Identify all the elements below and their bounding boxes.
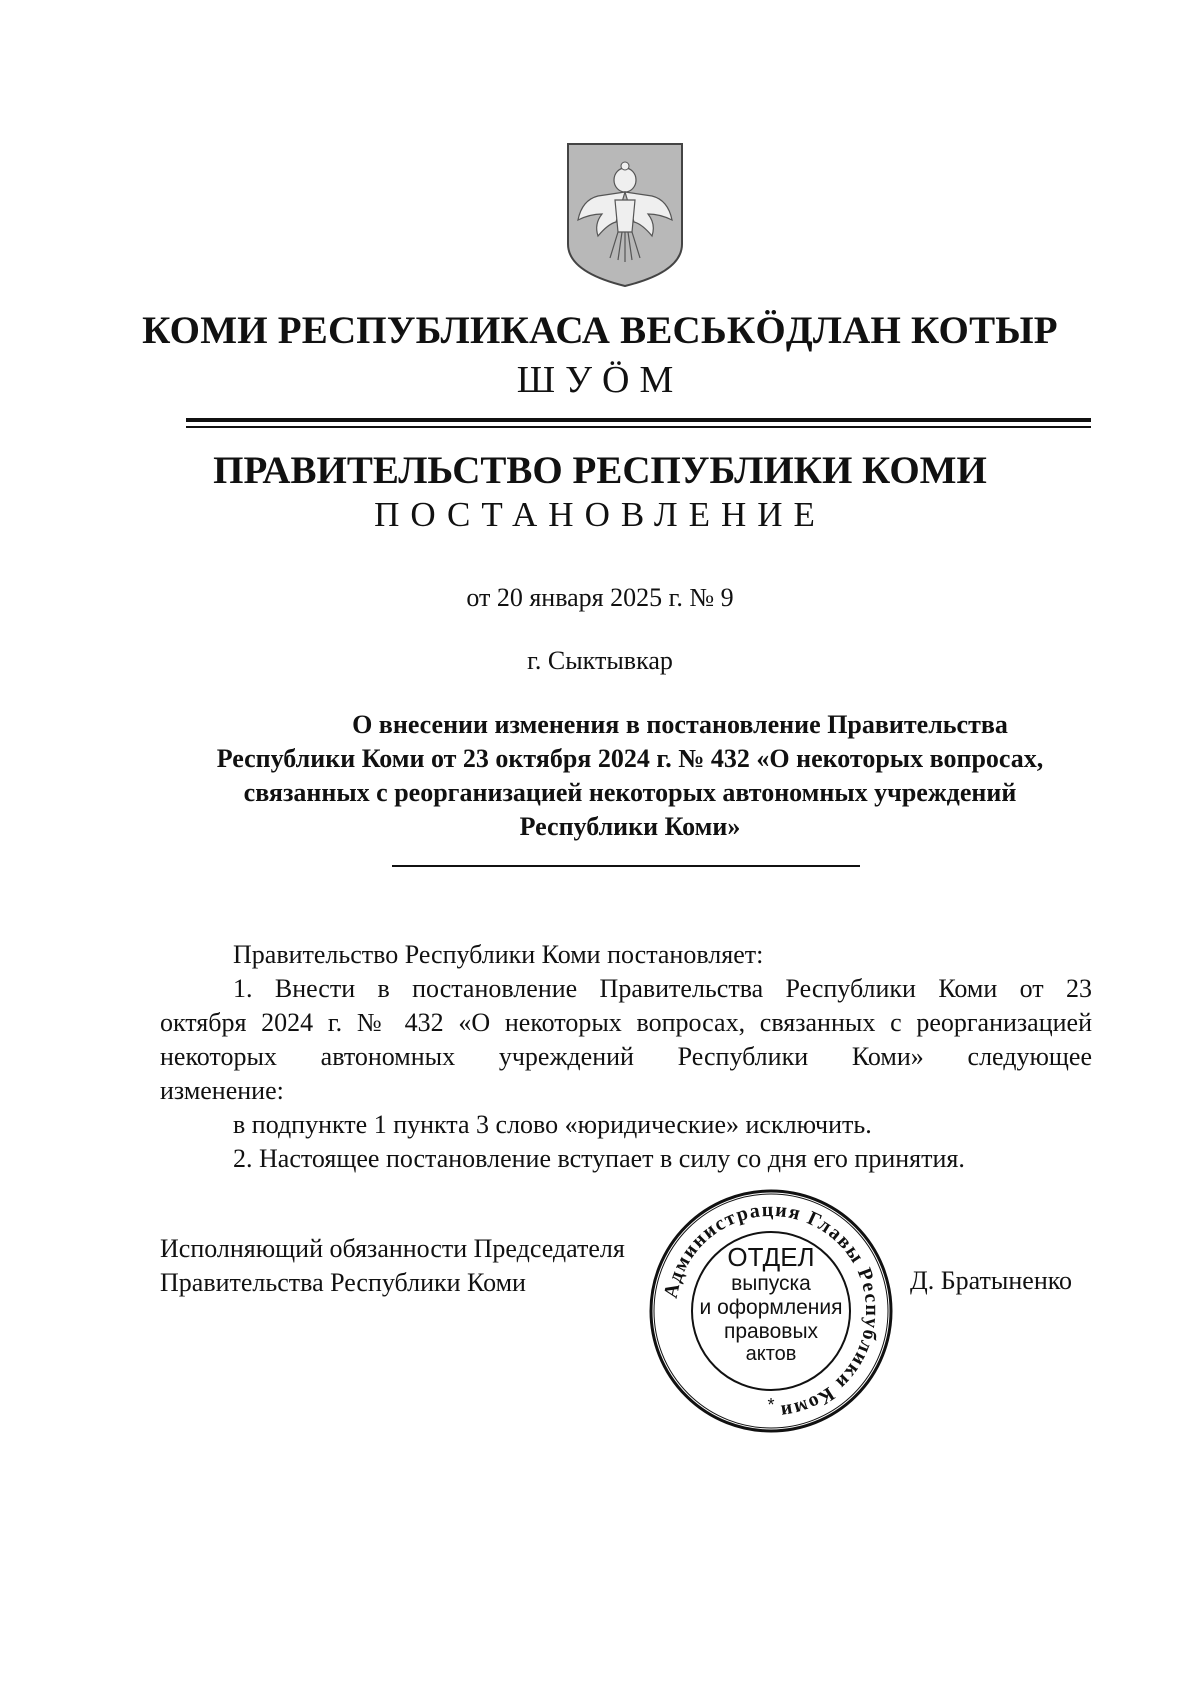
header-rule-thick xyxy=(186,418,1091,422)
stamp-star: * xyxy=(767,1395,775,1415)
government-title: ПРАВИТЕЛЬСТВО РЕСПУБЛИКИ КОМИ xyxy=(213,449,987,492)
komi-title: КОМИ РЕСПУБЛИКАСА ВЕСЬКӦДЛАН КОТЫР xyxy=(142,309,1058,352)
item-1-line: 1. Внести в постановление Правительства Республики Коми от 23 xyxy=(233,974,1092,1003)
government-doc-type: ПОСТАНОВЛЕНИЕ xyxy=(374,495,826,534)
item-1-line: октября 2024 г. № 432 «О некоторых вопросах, связанных с реорганизацией xyxy=(160,1008,1092,1037)
stamp-center-line: правовых xyxy=(723,1320,819,1343)
stamp-center-line: и оформления xyxy=(699,1296,843,1319)
signatory-position-line: Исполняющий обязанности Председателя xyxy=(160,1234,625,1263)
signatory-name: Д. Братыненко xyxy=(910,1266,1073,1295)
document-body xyxy=(160,938,1092,1176)
subject-line: Республики Коми от 23 октября 2024 г. № 432 «О некоторых вопросах, xyxy=(216,744,1044,773)
body-intro: Правительство Республики Коми постановляет: xyxy=(233,940,764,969)
city: г. Сыктывкар xyxy=(527,646,673,675)
stamp-center-line: актов xyxy=(745,1343,797,1365)
subject-rule xyxy=(392,865,860,867)
header-rule-thin xyxy=(186,426,1091,428)
signatory-position xyxy=(160,1232,625,1300)
komi-doc-type: ШУӦМ xyxy=(516,359,684,401)
document-subject xyxy=(160,708,1100,844)
item-1-detail: в подпункте 1 пункта 3 слово «юридические» исключить. xyxy=(233,1110,872,1139)
subject-line: Республики Коми» xyxy=(519,812,741,841)
official-stamp xyxy=(648,1188,894,1434)
date-number: от 20 января 2025 г. № 9 xyxy=(466,583,734,612)
item-2: 2. Настоящее постановление вступает в силу со дня его принятия. xyxy=(233,1144,965,1173)
subject-line: О внесении изменения в постановление Правительства xyxy=(352,710,1008,739)
stamp-center-line: выпуска xyxy=(731,1272,811,1295)
komi-coat-of-arms-icon xyxy=(560,140,690,290)
item-1-line: изменение: xyxy=(160,1076,284,1105)
stamp-ring-text: Администрация Главы Республики Коми xyxy=(659,1198,884,1423)
signatory-position-line: Правительства Республики Коми xyxy=(160,1268,526,1297)
stamp-center-line: ОТДЕЛ xyxy=(727,1242,815,1272)
item-1-line: некоторых автономных учреждений Республики Коми» следующее xyxy=(160,1042,1092,1071)
subject-line: связанных с реорганизацией некоторых автономных учреждений xyxy=(243,778,1017,807)
